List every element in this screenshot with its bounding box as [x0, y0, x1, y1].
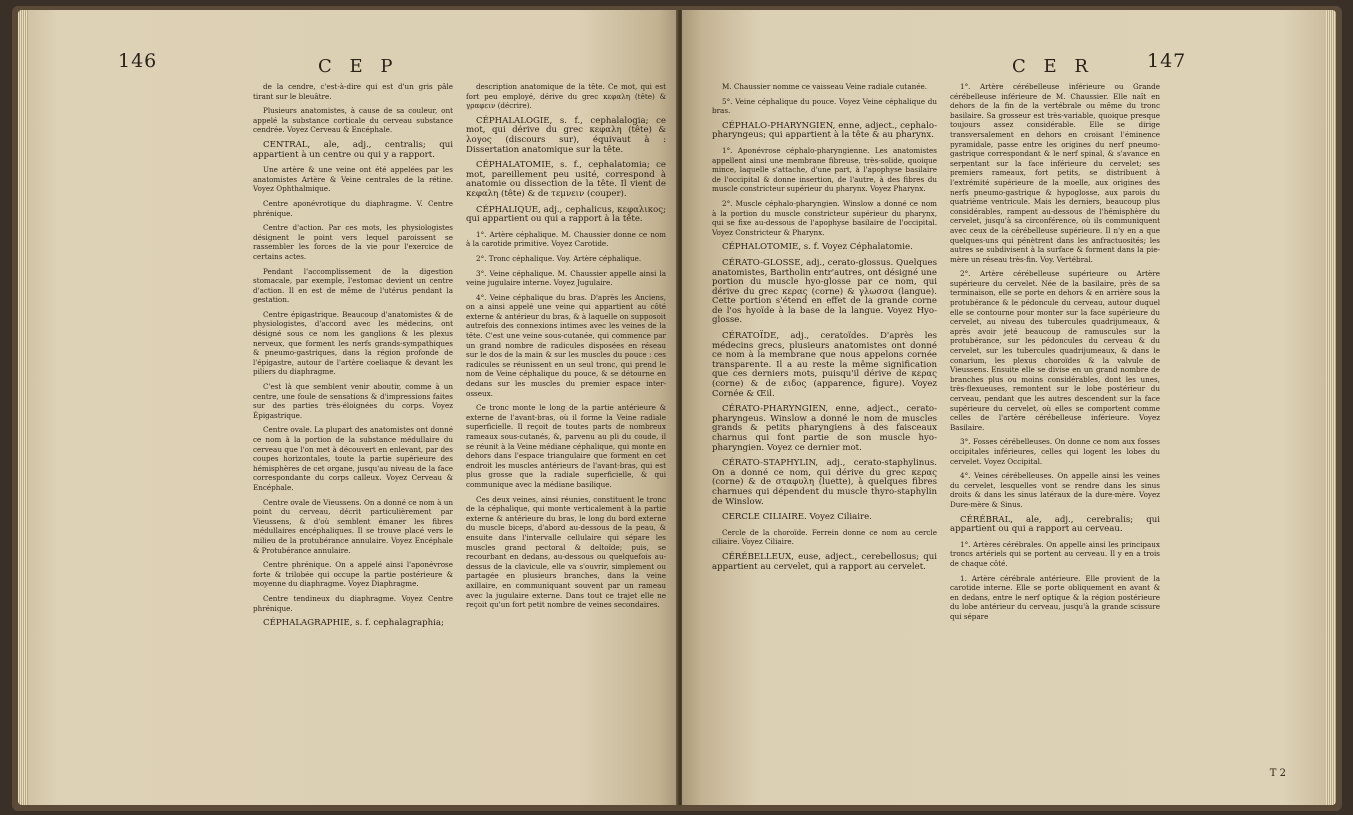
paragraph: 1. Artère cérébrale antérieure. Elle provient de la carotide interne. Elle se porte obliquement en avant & en dedans, entre le nerf optique & la région postérieure du lobe antérieur du cerveau, jusqu'à la grande scissure qui sépare — [950, 573, 1160, 621]
paragraph: 1°. Artère céphalique. M. Chaussier donne ce nom à la carotide primitive. Voyez Carotide. — [466, 229, 666, 249]
page-edge — [18, 10, 28, 805]
left-column-2 — [466, 82, 666, 615]
paragraph: Centre d'action. Par ces mots, les physiologistes désignent le point vers lequel paroissent se rassembler les forces de la vie pour l'exercice de certains actes. — [253, 223, 453, 261]
paragraph: CÉPHALATOMIE, s. f., cephalatomia; ce mot, pareillement peu usité, correspond à anatomie ou dissection de la tête. Il vient de κεφαλη (tête) & de τεμνειν (couper). — [466, 160, 666, 199]
paragraph: M. Chaussier nomme ce vaisseau Veine radiale cutanée. — [722, 82, 928, 91]
page-number: 146 — [118, 50, 158, 72]
signature-mark: T 2 — [1269, 768, 1286, 779]
paragraph: de la cendre, c'est-à-dire qui est d'un gris pâle tirant sur le bleuâtre. — [253, 82, 453, 101]
paragraph: Cercle de la choroïde. Ferrein donne ce nom au cercle ciliaire. Voyez Ciliaire. — [712, 527, 937, 547]
paragraph: 5°. Veine céphalique du pouce. Voyez Veine céphalique du bras. — [712, 96, 937, 116]
paragraph: Plusieurs anatomistes, à cause de sa couleur, ont appelé la substance corticale du cerveau substance cendrée. Voyez Cerveau & Encéphale. — [253, 106, 453, 135]
paragraph: 2°. Artère cérébelleuse supérieure ou Artère supérieure du cervelet. Née de la basilaire, près de sa terminaison, elle se porte en dehors & en arrière sous la protubérance & le pédoncule du cerveau, autour duquel elle se contourne pour monter sur la face supérieure du cervelet, au niveau des tubercules quadrijumeaux, & après avoir jeté beaucoup de ramuscules sur la protubérance, sur les pédoncules du cerveau & du cervelet, sur les tubercules quadrijumeaux, & dans le conarium, les plexus choroïdes & la valvule de Vieussens. Ensuite elle se divise en un grand nombre de branches plus ou moins considérables, dont les unes, très-flexueuses, remontent sur le lobe postérieur du cerveau, pendant que les autres descendent sur la face supérieure du cervelet, où elles se comportent comme celles de l'artère cérébelleuse inférieure. Voyez Basilaire. — [950, 269, 1160, 432]
paragraph: Centre ovale de Vieussens. On a donné ce nom à un point du cerveau, décrit particulièrement par Vieussens, & d'où semblent émaner les fibres médullaires encéphaliques. Il se trouve placé vers le milieu de la protubérance annulaire. Voyez Encéphale & Protubérance annulaire. — [253, 497, 453, 555]
paragraph: 1°. Aponévrose céphalo-pharyngienne. Les anatomistes appellent ainsi une membrane fibreuse, très-solide, quoique mince, laquelle s'attache, d'une part, à l'apophyse basilaire de l'occipital & donne insertion, de l'autre, à des fibres du muscle constricteur supérieur du pharynx. Voyez Pharynx. — [712, 145, 937, 194]
paragraph: CÉRATO-GLOSSE, adj., cerato-glossus. Quelques anatomistes, Bartholin entr'autres, ont désigné une portion du muscle hyo-glosse par ce nom, qui dérive du grec κερας (corne) & γλωσσα (langue). Cette portion s'étend en effet de la grande corne de l'os hyoïde à la base de la langue. Voyez Hyo-glosse. — [712, 257, 937, 326]
book — [12, 6, 1342, 811]
left-column-1 — [253, 82, 453, 634]
paragraph: CÉRATO-PHARYNGIEN, enne, adject., cerato-pharyngeus. Winslow a donné le nom de muscles grands & petits pharyngiens à des faisceaux charnus qui font partie de son muscle hyo-pharyngien. Voyez ce dernier mot. — [712, 404, 937, 453]
page-number: 147 — [1147, 50, 1187, 72]
paragraph: CÉRATOÏDE, adj., ceratoïdes. D'après les médecins grecs, plusieurs anatomistes ont donné ce nom à la membrane que nous appelons cornée transparente. Il a au reste la même signification que ces derniers mots, puisqu'il dérive de κερας (corne) & de ειδος (apparence, figure). Voyez Cornée & Œil. — [712, 331, 937, 399]
paragraph: CENTRAL, ale, adj., centralis; qui appartient à un centre ou qui y a rapport. — [253, 139, 453, 160]
paragraph: Centre phrénique. On a appelé ainsi l'aponévrose forte & trilobée qui occupe la partie postérieure & moyenne du diaphragme. Voyez Diaphragme. — [253, 560, 453, 589]
paragraph: CÉPHALIQUE, adj., cephalicus, κεφαλικος; qui appartient ou qui a rapport à la tête. — [466, 204, 666, 225]
paragraph: CÉRÉBELLEUX, euse, adject., cerebellosus; qui appartient au cervelet, qui a rapport au cervelet. — [712, 551, 937, 572]
left-page — [18, 10, 678, 805]
paragraph: 3°. Veine céphalique. M. Chaussier appelle ainsi la veine jugulaire interne. Voyez Jugulaire. — [466, 268, 666, 288]
paragraph: Centre tendineux du diaphragme. Voyez Centre phrénique. — [253, 593, 453, 613]
running-head: C E R — [1012, 56, 1094, 77]
paragraph: CÉPHALALOGIE, s. f., cephalalogia; ce mot, qui dérive du grec κεφαλη (tête) & λογος (discours sur), équivaut à : Dissertation anatomique sur la tête. — [466, 115, 666, 155]
paragraph: 2°. Tronc céphalique. Voy. Artère céphalique. — [476, 253, 642, 263]
paragraph: CÉPHALOTOMIE, s. f. Voyez Céphalatomie. — [722, 242, 913, 253]
paragraph: Ces deux veines, ainsi réunies, constituent le tronc de la céphalique, qui monte verticalement à la partie externe & antérieure du bras, le long du bord externe du muscle biceps, d'abord au-dessous de la peau, & ensuite dans l'intervalle cellulaire qui sépare les muscles grand pectoral & deltoïde; puis, se recourbant en dedans, au-dessous ou quelquefois au-dessus de la clavicule, elle va s'ouvrir, simplement ou partagée en plusieurs branches, dans la veine axillaire, en communiquant souvent par un rameau avec la jugulaire externe. Dans tout ce trajet elle ne reçoit qu'un fort petit nombre de veines secondaires. — [466, 494, 666, 610]
paragraph: CÉRATO-STAPHYLIN, adj., cerato-staphylinus. On a donné ce nom, qui dérive du grec κερας (corne) & de σταφυλη (luette), à quelques fibres charnues qui dépendent du muscle thyro-staphylin de Winslow. — [712, 458, 937, 507]
paragraph: Centre ovale. La plupart des anatomistes ont donné ce nom à la portion de la substance médullaire du cerveau que l'on met à découvert en enlevant, par des coupes horizontales, toute la partie supérieure des hémisphères de cet organe, jusqu'au niveau de la face correspondante du corps calleux. Voyez Cerveau & Encéphale. — [253, 425, 453, 492]
paragraph: Pendant l'accomplissement de la digestion stomacale, par exemple, l'estomac devient un centre d'action. Il en est de même de l'utérus pendant la gestation. — [253, 266, 453, 305]
right-column-2 — [950, 82, 1160, 626]
paragraph: Ce tronc monte le long de la partie antérieure & externe de l'avant-bras, où il forme la Veine radiale superficielle. Il reçoit de toutes parts de nombreux rameaux sous-cutanés, &, parvenu au pli du coude, il se réunit à la Veine médiane céphalique, qui monte en dehors dans l'espace triangulaire que forment en cet endroit les muscles antérieurs de l'avant-bras, qui est plus grosse que la radiale superficielle, & qui communique avec la médiane basilique. — [466, 403, 666, 489]
running-head: C E P — [318, 56, 399, 77]
paragraph: description anatomique de la tête. Ce mot, qui est fort peu employé, dérive du grec κεφαλη (tête) & γραφειν (décrire). — [466, 82, 666, 111]
paragraph: CÉPHALO-PHARYNGIEN, enne, adject., cephalo-pharyngeus; qui appartient à la tête & au pharynx. — [712, 120, 937, 141]
paragraph: Une artère & une veine ont été appelées par les anatomistes Artère & Veine centrales de la rétine. Voyez Ophthalmique. — [253, 165, 453, 194]
paragraph: 1°. Artères cérébrales. On appelle ainsi les principaux troncs artériels qui se portent au cerveau. Il y en a trois de chaque côté. — [950, 539, 1160, 568]
paragraph: C'est là que semblent venir aboutir, comme à un centre, une foule de sensations & d'impressions faites sur des parties très-éloignées du corps. Voyez Épigastrique. — [253, 382, 453, 420]
right-page — [682, 10, 1336, 805]
paragraph: 3°. Fosses cérébelleuses. On donne ce nom aux fosses occipitales inférieures, celles qui logent les lobes du cervelet. Voyez Occipital. — [950, 437, 1160, 466]
paragraph: 4°. Veines cérébelleuses. On appelle ainsi les veines du cervelet, lesquelles vont se rendre dans les sinus droits & dans les sinus latéraux de la dure-mère. Voyez Dure-mère & Sinus. — [950, 471, 1160, 509]
paragraph: Centre aponévrotique du diaphragme. V. Centre phrénique. — [253, 198, 453, 218]
paragraph: CÉPHALAGRAPHIE, s. f. cephalagraphia; — [263, 618, 444, 629]
right-column-1 — [712, 82, 937, 577]
paragraph: CERCLE CILIAIRE. Voyez Ciliaire. — [722, 512, 872, 523]
page-edge — [1326, 10, 1336, 805]
paragraph: 1°. Artère cérébelleuse inférieure ou Grande cérébelleuse inférieure de M. Chaussier. Elle naît en dehors de la fin de la vertébrale ou même du tronc basilaire. Sa grosseur est très-variable, quoique presque toujours assez considérable. Elle se dirige transversalement en dehors en croisant l'éminence pyramidale, passe entre les origines du nerf pneumo-gastrique correspondant & le nerf spinal, & s'avance en serpentant sur la face inférieure du cervelet; ses premiers rameaux, fort petits, se distribuent à l'extrémité supérieure de la moelle, aux origines des nerfs pneumo-gastrique & hypoglosse, aux parois du quatrième ventricule. Mais les derniers, beaucoup plus considérables, rampent au-dessous de l'hémisphère du cervelet, jusqu'à sa circonférence, où ils communiquent avec ceux de la cérébelleuse supérieure. Il n'y en a que quelques-uns qui pénètrent dans les anfractuosités; les autres se subdivisent à la surface & forment dans la pie-mère un réseau très-fin. Voy. Vertébral. — [950, 82, 1160, 264]
paragraph: CÉRÉBRAL, ale, adj., cerebralis; qui appartient ou qui a rapport au cerveau. — [950, 514, 1160, 535]
paragraph: 4°. Veine céphalique du bras. D'après les Anciens, on a ainsi appelé une veine qui appartient au côté externe & antérieur du bras, & à laquelle on supposoit autrefois des connexions intimes avec les veines de la tête. C'est une veine sous-cutanée, qui commence par un grand nombre de radicules disposées en réseau sur le dos de la main & sur les muscles du pouce : ces radicules se réunissent en un seul tronc, qui prend le nom de Veine céphalique du pouce, & se détourne en dedans sur les muscles du premier espace inter-osseux. — [466, 292, 666, 398]
paragraph: 2°. Muscle céphalo-pharyngien. Winslow a donné ce nom à la portion du muscle constricteur supérieur du pharynx, qui se fixe au-dessous de l'apophyse basilaire de l'occipital. Voyez Constricteur & Pharynx. — [712, 198, 937, 237]
paragraph: Centre épigastrique. Beaucoup d'anatomistes & de physiologistes, d'accord avec les médecins, ont désigné sous ce nom les ganglions & les plexus nerveux, que forment les nerfs grands-sympathiques & pneumo-gastriques, dans la région profonde de l'épigastre, autour de l'artère coeliaque & devant les piliers du diaphragme. — [253, 309, 453, 377]
